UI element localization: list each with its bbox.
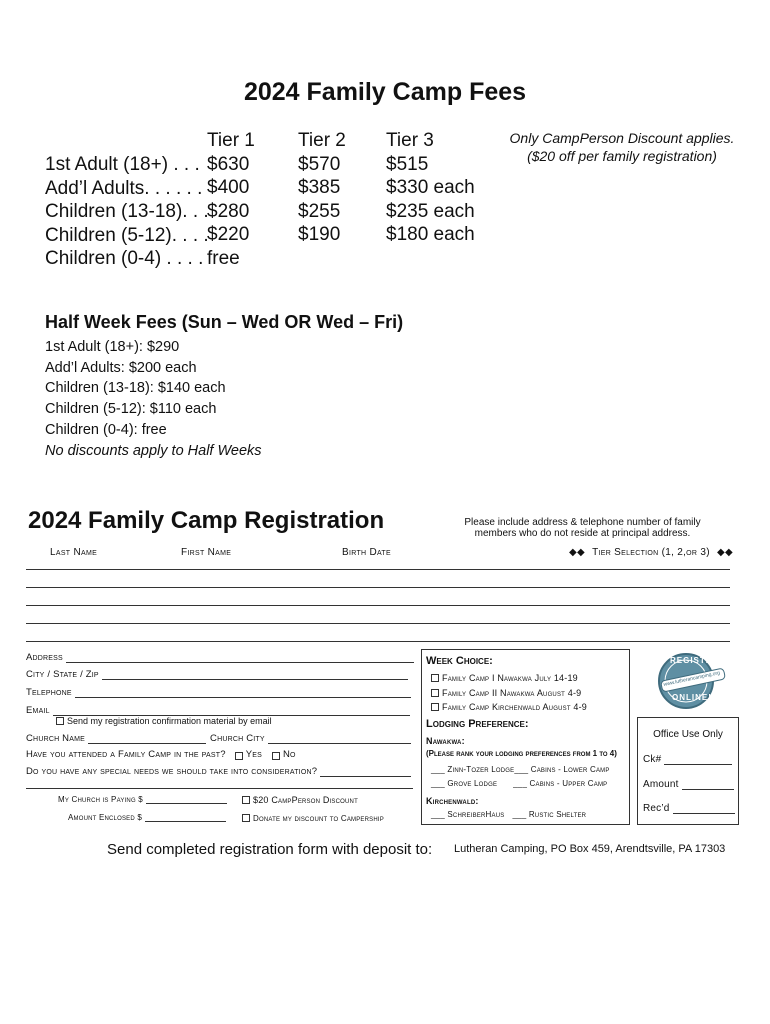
fee-value: $190 xyxy=(298,224,341,245)
rank-note: (Please rank your lodging preferences from 1 to 4) xyxy=(426,749,617,758)
half-week-note: No discounts apply to Half Weeks xyxy=(45,442,262,459)
tier-selection-label: Tier Selection (1, 2,or 3) xyxy=(592,547,710,558)
member-line[interactable] xyxy=(26,641,730,642)
email-label: Email xyxy=(26,705,50,716)
campperson-discount-row xyxy=(242,795,358,805)
email-confirm-label: Send my registration confirmation material by email xyxy=(67,716,272,726)
fee-row-label: 1st Adult (18+) . . . xyxy=(45,154,200,175)
special-needs-line[interactable] xyxy=(26,788,413,789)
lodging-option xyxy=(431,765,610,774)
column-last-name: Last Name xyxy=(50,547,98,558)
week-option-label: Family Camp Kirchenwald August 4-9 xyxy=(442,702,587,712)
campperson-discount-checkbox[interactable] xyxy=(242,796,250,804)
week-option-label: Family Camp I Nawakwa July 14-19 xyxy=(442,673,578,683)
address-field[interactable] xyxy=(66,654,414,663)
email-row xyxy=(26,705,410,716)
member-line[interactable] xyxy=(26,605,730,606)
lodging-label: Cabins - Lower Camp xyxy=(530,765,610,774)
fee-value: $235 each xyxy=(386,200,475,222)
telephone-label: Telephone xyxy=(26,687,72,698)
arrow-icon: ◆◆ xyxy=(716,547,733,558)
church-paying-label: My Church is Paying $ xyxy=(58,795,143,804)
footer-instruction: Send completed registration form with deposit to: xyxy=(107,841,433,858)
lodging-option xyxy=(431,779,607,788)
amount-row xyxy=(643,779,734,790)
discount-note-line: ($20 off per family registration) xyxy=(527,148,717,164)
rank-blank[interactable]: ___ xyxy=(431,779,448,788)
tier-header: Tier 1 xyxy=(207,130,255,151)
city-label: City / State / Zip xyxy=(26,669,99,680)
email-confirm-checkbox[interactable] xyxy=(56,717,64,725)
church-name-label: Church Name xyxy=(26,733,86,744)
amount-enclosed-field[interactable] xyxy=(145,813,226,822)
no-checkbox[interactable] xyxy=(272,752,280,760)
lodging-label: SchreiberHaus xyxy=(447,810,505,819)
week-option xyxy=(431,673,578,683)
attended-row xyxy=(26,749,296,760)
member-line[interactable] xyxy=(26,623,730,624)
half-week-item: 1st Adult (18+): $290 xyxy=(45,339,180,355)
rank-blank[interactable]: ___ xyxy=(513,779,530,788)
amount-label: Amount xyxy=(643,779,679,790)
registration-note: Please include address & telephone number of family members who do not reside at principal address. xyxy=(464,517,701,539)
week-option xyxy=(431,702,587,712)
column-birth-date: Birth Date xyxy=(342,547,391,558)
week-option-checkbox[interactable] xyxy=(431,703,439,711)
fee-row-label: Add’l Adults. . . . . . xyxy=(45,177,203,199)
lodging-label: Rustic Shelter xyxy=(528,810,587,819)
half-week-title: Half Week Fees (Sun – Wed OR Wed – Fri) xyxy=(45,312,404,332)
discount-note xyxy=(487,129,757,165)
church-paying-row xyxy=(58,795,227,804)
fee-row-label: Children (0-4) . . . . xyxy=(45,248,204,269)
telephone-field[interactable] xyxy=(75,689,411,698)
half-week-item: Add’l Adults: $200 each xyxy=(45,359,197,376)
recd-field[interactable] xyxy=(673,805,735,814)
church-city-field[interactable] xyxy=(268,735,411,744)
attended-label: Have you attended a Family Camp in the past? xyxy=(26,749,226,760)
address-label: Address xyxy=(26,652,63,663)
lodging-title: Lodging Preference: xyxy=(426,718,529,730)
half-week-item: Children (5-12): $110 each xyxy=(45,401,217,418)
rank-blank[interactable]: ___ xyxy=(431,765,448,774)
tier-header: Tier 2 xyxy=(298,130,346,151)
week-option-checkbox[interactable] xyxy=(431,674,439,682)
fee-value: $280 xyxy=(207,200,250,222)
donate-checkbox[interactable] xyxy=(242,814,250,822)
office-use-box xyxy=(637,717,739,825)
arrow-icon: ◆◆ xyxy=(569,547,585,558)
fee-value: $220 xyxy=(207,224,250,245)
church-name-field[interactable] xyxy=(88,735,206,744)
office-title: Office Use Only xyxy=(653,729,723,740)
fee-value: free xyxy=(207,247,240,269)
special-needs-row xyxy=(26,766,411,777)
week-option xyxy=(431,688,581,698)
fee-row-label: Children (13-18). . . xyxy=(45,201,209,222)
recd-row xyxy=(643,803,735,814)
lodging-label: Zinn-Tozer Lodge xyxy=(447,765,515,774)
fee-value: $515 xyxy=(386,153,429,175)
nawakwa-label: Nawakwa: xyxy=(426,736,465,746)
yes-label: Yes xyxy=(245,749,262,760)
fee-row-labels xyxy=(45,153,209,271)
amount-enclosed-label: Amount Enclosed $ xyxy=(68,813,142,822)
half-week-item: Children (0-4): free xyxy=(45,421,167,438)
email-field[interactable] xyxy=(53,707,410,716)
ck-label: Ck# xyxy=(643,754,662,765)
badge-top-text: REGISTER xyxy=(670,656,719,665)
fee-value: $570 xyxy=(298,153,341,175)
half-week-list xyxy=(45,337,262,461)
footer-address: Lutheran Camping, PO Box 459, Arendtsville, PA 17303 xyxy=(454,843,726,855)
rank-blank[interactable]: ___ xyxy=(512,810,529,819)
no-label: No xyxy=(282,749,296,760)
registration-title: 2024 Family Camp Registration xyxy=(28,507,385,534)
fees-title: 2024 Family Camp Fees xyxy=(243,78,527,106)
half-week-item: Children (13-18): $140 each xyxy=(45,380,226,397)
fee-row-label: Children (5-12). . . . xyxy=(45,224,209,246)
amount-enclosed-row xyxy=(68,813,226,822)
church-paying-field[interactable] xyxy=(146,795,227,804)
fee-value: $400 xyxy=(207,177,250,198)
telephone-row xyxy=(26,687,411,698)
special-needs-label: Do you have any special needs we should take into consideration? xyxy=(26,766,318,777)
city-field[interactable] xyxy=(102,671,408,680)
email-confirm-row xyxy=(56,716,272,726)
city-row xyxy=(26,669,408,680)
lodging-label: Grove Lodge xyxy=(447,779,498,788)
member-line[interactable] xyxy=(26,569,730,570)
member-line[interactable] xyxy=(26,587,730,588)
week-lodging-box xyxy=(421,649,630,825)
donate-label: Donate my discount to Campership xyxy=(253,814,384,823)
ck-row xyxy=(643,754,732,765)
column-first-name: First Name xyxy=(181,547,232,558)
badge-url: www.lutherancamping.org xyxy=(663,670,721,688)
kirchenwald-label: Kirchenwald: xyxy=(426,796,479,806)
rank-blank[interactable]: ___ xyxy=(431,810,448,819)
campperson-discount-label: $20 CampPerson Discount xyxy=(253,795,358,805)
amount-field[interactable] xyxy=(682,781,734,790)
church-city-label: Church City xyxy=(210,733,265,744)
special-needs-field[interactable] xyxy=(320,768,411,777)
lodging-option xyxy=(431,810,586,819)
discount-note-line: Only CampPerson Discount applies. xyxy=(509,130,735,146)
tier2-column xyxy=(298,129,346,247)
week-option-checkbox[interactable] xyxy=(431,689,439,697)
church-row xyxy=(26,733,411,744)
column-tier-selection xyxy=(569,547,733,558)
lodging-label: Cabins - Upper Camp xyxy=(529,779,608,788)
rank-blank[interactable]: ___ xyxy=(514,765,531,774)
fee-value: $385 xyxy=(298,177,341,198)
yes-checkbox[interactable] xyxy=(235,752,243,760)
fee-value: $180 each xyxy=(386,224,475,245)
ck-field[interactable] xyxy=(664,756,732,765)
badge-bottom-text: ONLINE! xyxy=(672,693,712,702)
register-online-badge[interactable] xyxy=(655,650,727,712)
tier-header: Tier 3 xyxy=(386,130,434,151)
fee-value: $255 xyxy=(298,200,341,222)
address-row xyxy=(26,652,414,663)
tier1-column xyxy=(207,129,255,270)
donate-row xyxy=(242,814,384,823)
recd-label: Rec’d xyxy=(643,803,670,814)
fee-value: $630 xyxy=(207,153,250,175)
week-choice-title: Week Choice: xyxy=(426,655,493,667)
tier3-column xyxy=(386,129,475,247)
fee-value: $330 each xyxy=(386,177,475,198)
week-option-label: Family Camp II Nawakwa August 4-9 xyxy=(442,688,582,698)
